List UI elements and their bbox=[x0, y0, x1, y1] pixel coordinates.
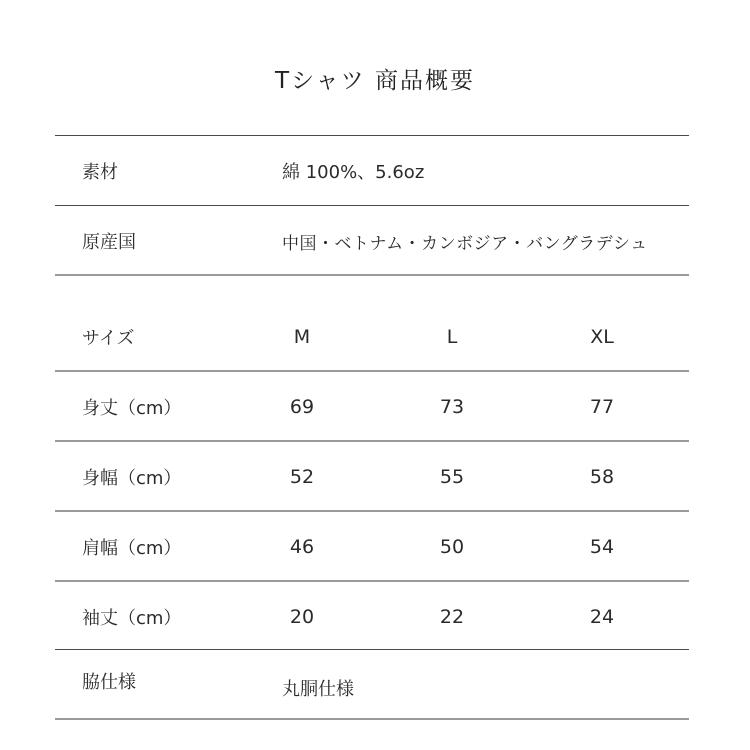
side-spec-row bbox=[55, 650, 689, 720]
row-label: 袖丈（cm） bbox=[82, 608, 182, 629]
page-title: Tシャツ 商品概要 bbox=[275, 68, 475, 94]
cell-m: 69 bbox=[289, 396, 315, 418]
material-row bbox=[55, 136, 689, 206]
size-xl-header: XL bbox=[590, 326, 614, 348]
cell-m: 20 bbox=[289, 606, 315, 628]
divider bbox=[55, 718, 689, 720]
size-header-label: サイズ bbox=[82, 328, 135, 349]
material-label: 素材 bbox=[82, 162, 118, 183]
row-label: 肩幅（cm） bbox=[82, 538, 182, 559]
table-row bbox=[55, 582, 689, 652]
cell-xl: 54 bbox=[589, 536, 615, 558]
row-label: 身幅（cm） bbox=[82, 468, 182, 489]
table-row bbox=[55, 512, 689, 582]
table-row bbox=[55, 442, 689, 512]
cell-m: 52 bbox=[289, 466, 315, 488]
cell-l: 50 bbox=[439, 536, 465, 558]
cell-l: 55 bbox=[439, 466, 465, 488]
divider bbox=[55, 274, 689, 276]
origin-value: 中国・ベトナム・カンボジア・バングラデシュ bbox=[282, 233, 648, 254]
cell-xl: 58 bbox=[589, 466, 615, 488]
side-spec-label: 脇仕様 bbox=[82, 672, 136, 693]
cell-xl: 24 bbox=[589, 606, 615, 628]
size-header-row bbox=[55, 302, 689, 372]
cell-l: 73 bbox=[439, 396, 465, 418]
size-m-header: M bbox=[293, 326, 311, 348]
material-value: 綿 100%、5.6oz bbox=[282, 162, 425, 183]
table-row bbox=[55, 372, 689, 442]
cell-l: 22 bbox=[439, 606, 465, 628]
side-spec-value: 丸胴仕様 bbox=[282, 679, 354, 700]
cell-m: 46 bbox=[289, 536, 315, 558]
origin-label: 原産国 bbox=[82, 232, 136, 253]
origin-row bbox=[55, 206, 689, 276]
cell-xl: 77 bbox=[589, 396, 615, 418]
row-label: 身丈（cm） bbox=[82, 398, 182, 419]
size-l-header: L bbox=[446, 326, 458, 348]
